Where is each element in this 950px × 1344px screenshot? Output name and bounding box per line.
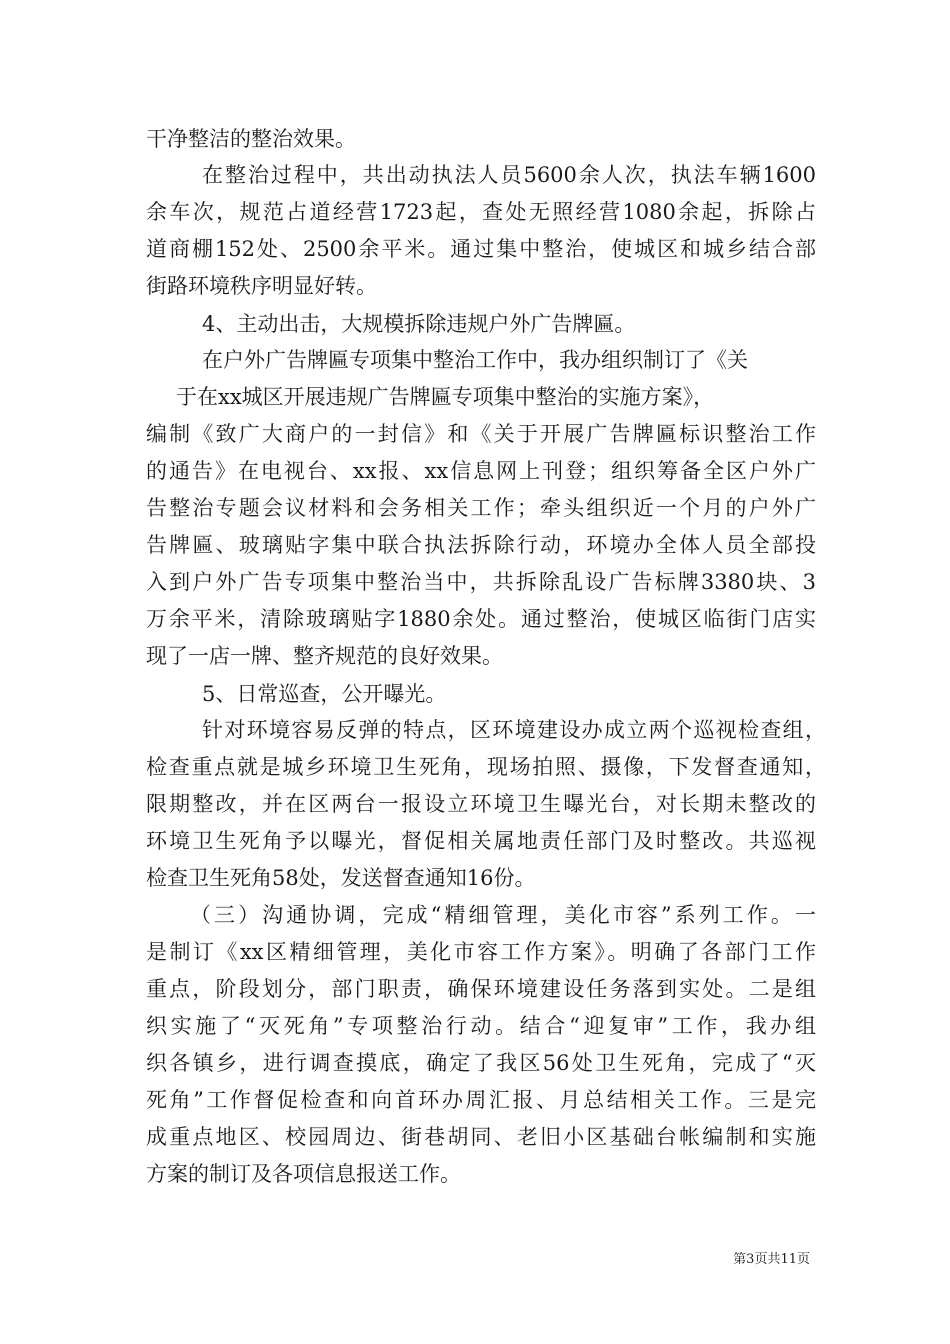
text-line-26: 织各镇乡，进行调查摸底，确定了我区56处卫生死角，完成了“灭 [146, 1051, 816, 1075]
text-line-13: 入到户外广告专项集中整治当中，共拆除乱设广告标牌3380块、3 [146, 570, 816, 594]
section-heading-4: 4、主动出击，大规模拆除违规户外广告牌匾。 [202, 312, 636, 336]
text-line-29: 方案的制订及各项信息报送工作。 [146, 1162, 461, 1186]
page-number: 第3页共11页 [733, 1252, 810, 1267]
text-line-4: 道商棚152处、2500余平米。通过集中整治，使城区和城乡结合部 [146, 237, 816, 261]
text-line-10: 的通告》在电视台、xx报、xx信息网上刊登；组织筹备全区户外广 [146, 459, 816, 483]
text-line-12: 告牌匾、玻璃贴字集中联合执法拆除行动，环境办全体人员全部投 [146, 533, 816, 557]
text-line-1: 干净整洁的整治效果。 [146, 127, 356, 151]
text-line-11: 告整治专题会议材料和会务相关工作；牵头组织近一个月的户外广 [146, 496, 816, 520]
section-heading-5: 5、日常巡查，公开曝光。 [202, 682, 447, 706]
text-line-24: 重点，阶段划分，部门职责，确保环境建设任务落到实处。二是组 [146, 977, 816, 1001]
text-line-25: 织实施了“灭死角”专项整治行动。结合“迎复审”工作，我办组 [146, 1014, 816, 1038]
text-line-7: 在户外广告牌匾专项集中整治工作中，我办组织制订了《关 [202, 348, 748, 372]
text-line-17: 针对环境容易反弹的特点，区环境建设办成立两个巡视检查组， [202, 718, 826, 742]
text-line-2: 在整治过程中，共出动执法人员5600余人次，执法车辆1600 [202, 163, 816, 187]
text-line-5: 街路环境秩序明显好转。 [146, 274, 377, 298]
text-line-23: 是制订《xx区精细管理，美化市容工作方案》。明确了各部门工作 [146, 940, 816, 964]
text-line-19: 限期整改，并在区两台一报设立环境卫生曝光台，对长期未整改的 [146, 792, 816, 816]
text-line-8: 于在xx城区开展违规广告牌匾专项集中整治的实施方案》， [176, 385, 715, 409]
text-line-27: 死角”工作督促检查和向首环办周汇报、月总结相关工作。三是完 [146, 1088, 816, 1112]
text-line-21: 检查卫生死角58处，发送督查通知16份。 [146, 866, 536, 890]
text-line-28: 成重点地区、校园周边、街巷胡同、老旧小区基础台帐编制和实施 [146, 1125, 816, 1149]
text-line-3: 余车次，规范占道经营1723起，查处无照经营1080余起，拆除占 [146, 200, 816, 224]
text-line-20: 环境卫生死角予以曝光，督促相关属地责任部门及时整改。共巡视 [146, 829, 816, 853]
section-heading-3: （三）沟通协调，完成“精细管理，美化市容”系列工作。一 [190, 903, 816, 927]
text-line-18: 检查重点就是城乡环境卫生死角，现场拍照、摄像，下发督查通知， [146, 755, 826, 779]
text-line-15: 现了一店一牌、整齐规范的良好效果。 [146, 644, 503, 668]
text-line-14: 万余平米，清除玻璃贴字1880余处。通过整治，使城区临街门店实 [146, 607, 816, 631]
text-line-9: 编制《致广大商户的一封信》和《关于开展广告牌匾标识整治工作 [146, 422, 816, 446]
